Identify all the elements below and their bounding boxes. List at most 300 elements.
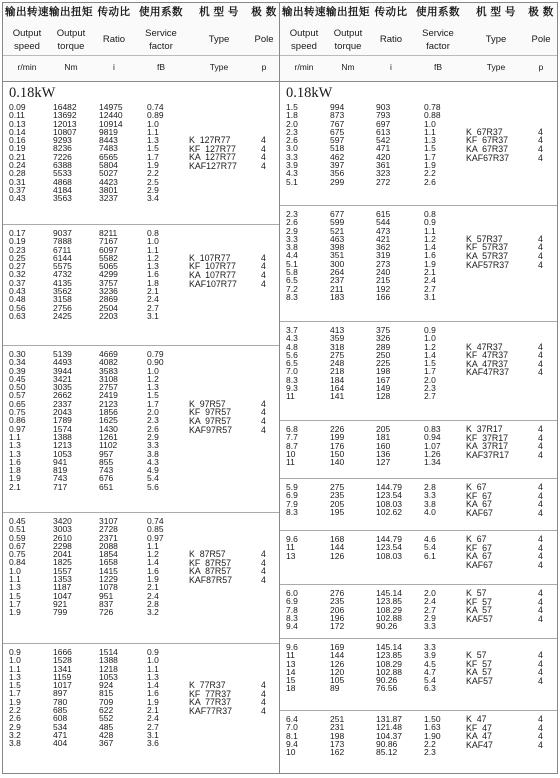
cell-sf: 3.1 (147, 310, 159, 321)
cell-torque: 226 (330, 424, 345, 434)
cell-sf: 2.8 (147, 598, 159, 609)
cell-sf: 3.8 (147, 448, 159, 459)
cell-torque: 685 (53, 705, 68, 716)
cell-torque: 300 (330, 258, 345, 269)
cell-sf: 2.3 (424, 383, 436, 394)
column-ratio (376, 643, 410, 693)
cell-torque: 211 (330, 283, 344, 294)
cell-speed: 1.3 (9, 440, 21, 451)
header-torque-cn: 输出扭矩 (326, 6, 370, 18)
cell-speed: 6.4 (286, 714, 298, 724)
column-sf (147, 103, 171, 203)
cell-speed: 9.4 (286, 621, 298, 632)
cell-speed: 6.0 (286, 588, 298, 598)
pole-count: 4 (261, 398, 266, 409)
pole-count: 4 (538, 534, 543, 544)
cell-sf: 2.1 (147, 286, 159, 297)
cell-sf: 1.0 (147, 236, 159, 247)
cell-ratio: 85.12 (376, 747, 398, 758)
cell-torque: 2041 (53, 549, 72, 560)
column-speed (9, 229, 49, 320)
cell-sf: 2.7 (424, 283, 436, 294)
cell-ratio: 697 (376, 118, 391, 129)
model-type: KA 47 (466, 731, 492, 742)
cell-speed: 3.8 (9, 738, 21, 749)
cell-torque: 2662 (53, 390, 72, 401)
cell-ratio: 8211 (99, 228, 118, 238)
cell-speed: 8.3 (286, 506, 298, 517)
header-ratio-unit: i (390, 62, 392, 72)
cell-speed: 0.56 (9, 302, 26, 313)
cell-ratio: 2504 (99, 302, 118, 313)
cell-torque: 2043 (53, 407, 72, 418)
cell-torque: 89 (330, 683, 340, 694)
cell-speed: 1.8 (286, 110, 298, 121)
cell-sf: 1.0 (424, 118, 436, 129)
cell-sf: 2.0 (424, 374, 436, 385)
cell-sf: 1.90 (424, 730, 441, 741)
pole-count: 4 (261, 415, 266, 426)
cell-speed: 5.8 (286, 267, 298, 278)
cell-ratio: 5027 (99, 168, 118, 179)
model-type: KA 57 (466, 667, 492, 678)
cell-speed: 1.3 (9, 448, 21, 459)
cell-speed: 1.5 (286, 102, 298, 112)
cell-sf: 4.3 (147, 456, 159, 467)
cell-ratio: 319 (376, 250, 391, 261)
cell-speed: 8.1 (286, 730, 298, 741)
cell-speed: 0.09 (9, 102, 26, 112)
cell-ratio: 128 (376, 391, 391, 402)
model-type: K 57R37 (466, 233, 503, 244)
header-torque-en2: torque (57, 41, 85, 52)
cell-speed: 0.75 (9, 407, 26, 418)
pole-list (261, 550, 273, 584)
cell-ratio: 375 (376, 325, 391, 335)
cell-torque: 1187 (53, 582, 72, 593)
cell-sf: 1.5 (424, 358, 436, 369)
pole-count: 4 (261, 688, 266, 699)
cell-ratio: 1229 (99, 574, 118, 585)
cell-torque: 276 (330, 588, 345, 598)
cell-ratio: 2869 (99, 294, 118, 305)
model-type: KAF67 (466, 507, 493, 518)
model-type-list (189, 136, 255, 170)
cell-speed: 0.19 (9, 236, 26, 247)
model-type: KA 67 (466, 551, 492, 562)
cell-speed: 0.51 (9, 524, 26, 535)
column-speed (286, 103, 326, 186)
header-type-unit: Type (486, 62, 506, 72)
header-pole-cn: 极 数 (251, 6, 277, 18)
cell-torque: 150 (330, 448, 345, 459)
column-ratio (99, 517, 133, 617)
cell-sf: 2.4 (147, 590, 159, 601)
column-speed (286, 425, 326, 466)
cell-torque: 172 (330, 621, 345, 632)
cell-ratio: 428 (99, 729, 114, 740)
cell-ratio: 131.87 (376, 714, 402, 724)
model-type: KF 87R57 (189, 557, 232, 568)
model-type: KA 107R77 (189, 270, 236, 281)
column-ratio (376, 326, 410, 401)
cell-speed: 2.9 (286, 225, 298, 236)
cell-sf: 2.3 (147, 415, 159, 426)
cell-speed: 0.67 (9, 540, 26, 551)
cell-torque: 13692 (53, 110, 77, 121)
cell-torque: 897 (53, 688, 68, 699)
cell-torque: 299 (330, 176, 345, 187)
cell-speed: 11 (286, 391, 295, 402)
cell-sf: 2.4 (424, 275, 436, 286)
cell-sf: 0.88 (424, 110, 441, 121)
model-type: KF 47R37 (466, 350, 509, 361)
pole-count: 4 (261, 566, 266, 577)
cell-sf: 1.6 (147, 688, 159, 699)
cell-torque: 7226 (53, 151, 72, 162)
cell-torque: 2298 (53, 540, 72, 551)
model-type: K 67 (466, 534, 487, 544)
cell-torque: 921 (53, 598, 68, 609)
cell-speed: 0.50 (9, 382, 26, 393)
pole-count: 4 (538, 731, 543, 742)
gear-group (280, 326, 557, 421)
pole-count: 4 (538, 432, 543, 443)
column-speed (286, 715, 326, 756)
cell-torque: 198 (330, 730, 345, 741)
cell-ratio: 3583 (99, 365, 118, 376)
pole-list (261, 400, 273, 434)
cell-sf: 1.9 (424, 258, 436, 269)
cell-torque: 235 (330, 490, 345, 501)
cell-ratio: 3801 (99, 184, 118, 195)
cell-torque: 819 (53, 465, 68, 476)
cell-speed: 10 (286, 747, 296, 758)
cell-speed: 0.43 (9, 286, 26, 297)
header-sf-en2: factor (149, 41, 173, 52)
cell-ratio: 123.54 (376, 490, 402, 501)
gear-group (3, 103, 279, 225)
pole-count: 4 (261, 261, 266, 272)
cell-ratio: 924 (99, 680, 114, 691)
model-type-list (189, 400, 255, 434)
cell-speed: 0.31 (9, 176, 26, 187)
gear-group (3, 229, 279, 346)
model-type: KF 37R17 (466, 432, 509, 443)
model-type-list (189, 254, 255, 288)
pole-list (538, 483, 550, 517)
cell-torque: 462 (330, 151, 345, 162)
cell-torque: 275 (330, 349, 345, 360)
gear-group (280, 483, 557, 531)
cell-sf: 5.4 (424, 675, 436, 686)
cell-speed: 6.8 (286, 424, 298, 434)
column-ratio (376, 589, 410, 630)
header-divider (3, 55, 279, 56)
cell-speed: 7.0 (286, 366, 298, 377)
model-type: KAF97R57 (189, 424, 233, 435)
cell-speed: 2.0 (286, 118, 298, 129)
cell-torque: 1557 (53, 565, 72, 576)
cell-sf: 0.9 (424, 325, 436, 335)
column-torque (53, 648, 89, 748)
header-type-en1: Type (208, 34, 230, 45)
cell-sf: 1.0 (147, 655, 159, 666)
pole-list (538, 589, 550, 623)
cell-ratio: 420 (376, 151, 391, 162)
cell-sf: 0.78 (424, 102, 441, 112)
cell-torque: 196 (330, 612, 345, 623)
model-type: KF 67 (466, 542, 492, 553)
pole-count: 4 (261, 424, 266, 435)
cell-sf: 1.7 (147, 151, 159, 162)
cell-speed: 1.8 (9, 465, 21, 476)
cell-ratio: 123.85 (376, 650, 402, 661)
cell-torque: 164 (330, 383, 345, 394)
column-speed (286, 535, 326, 560)
gear-group (3, 648, 279, 773)
header-torque-unit: Nm (64, 62, 78, 72)
column-sf (147, 350, 171, 491)
cell-sf: 1.0 (424, 333, 436, 344)
cell-speed: 0.34 (9, 357, 26, 368)
cell-torque: 2610 (53, 532, 72, 543)
cell-sf: 1.2 (424, 341, 436, 352)
cell-ratio: 1261 (99, 431, 118, 442)
model-type: KAF127R77 (189, 160, 237, 171)
gear-group (280, 643, 557, 711)
cell-speed: 5.6 (286, 349, 298, 360)
cell-torque: 168 (330, 534, 345, 544)
cell-sf: 1.6 (147, 269, 159, 280)
pole-list (261, 254, 273, 288)
cell-ratio: 2419 (99, 390, 118, 401)
column-sf (424, 643, 448, 693)
cell-sf: 1.1 (147, 663, 159, 674)
column-speed (286, 589, 326, 630)
pole-count: 4 (538, 613, 543, 624)
cell-speed: 3.0 (286, 143, 298, 154)
header-speed-unit: r/min (17, 62, 37, 72)
model-type-list (466, 128, 532, 162)
cell-torque: 1341 (53, 663, 72, 674)
model-type-list (466, 483, 532, 517)
header-type-en (189, 33, 249, 46)
cell-speed: 3.2 (9, 729, 21, 740)
cell-sf: 2.8 (424, 482, 436, 492)
model-type: KF 57R37 (466, 242, 509, 253)
header-sf-en2: factor (426, 41, 450, 52)
gear-group (280, 535, 557, 585)
pole-count: 4 (538, 482, 543, 492)
pole-list (538, 425, 550, 459)
cell-sf: 6.1 (424, 550, 436, 561)
cell-torque: 12013 (53, 118, 77, 129)
cell-ratio: 622 (99, 705, 114, 716)
column-sf (424, 326, 448, 401)
pole-count: 4 (538, 542, 543, 553)
pole-count: 4 (538, 152, 543, 163)
cell-sf: 4.0 (424, 506, 436, 517)
column-torque (330, 589, 366, 630)
column-sf (424, 483, 448, 516)
cell-sf: 3.6 (147, 738, 159, 749)
cell-speed: 0.48 (9, 294, 26, 305)
pole-count: 4 (261, 697, 266, 708)
cell-sf: 3.3 (424, 642, 436, 652)
cell-torque: 1388 (53, 431, 72, 442)
cell-sf: 1.3 (147, 261, 159, 272)
cell-sf: 0.8 (424, 209, 436, 219)
pole-count: 4 (538, 424, 543, 434)
cell-ratio: 1430 (99, 423, 118, 434)
cell-speed: 6.5 (286, 358, 298, 369)
column-sf (424, 535, 448, 560)
cell-ratio: 127 (376, 457, 391, 468)
cell-sf: 2.1 (147, 705, 159, 716)
pole-count: 4 (538, 714, 543, 724)
cell-sf: 1.3 (147, 382, 159, 393)
cell-ratio: 6565 (99, 151, 118, 162)
cell-sf: 3.2 (147, 607, 159, 618)
cell-sf: 0.85 (147, 524, 164, 535)
cell-speed: 11 (286, 542, 295, 553)
cell-sf: 2.7 (424, 391, 436, 402)
cell-ratio: 3107 (99, 516, 118, 526)
cell-speed: 1.7 (9, 688, 21, 699)
column-sf (424, 715, 448, 756)
cell-sf: 2.2 (424, 738, 436, 749)
cell-speed: 2.6 (9, 713, 21, 724)
pole-count: 4 (261, 705, 266, 716)
cell-torque: 1053 (53, 448, 72, 459)
cell-sf: 1.4 (147, 680, 159, 691)
cell-speed: 1.3 (9, 671, 21, 682)
cell-speed: 2.1 (9, 481, 21, 492)
cell-ratio: 145.14 (376, 642, 402, 652)
cell-sf: 4.9 (147, 465, 159, 476)
header-pole-en1: Pole (254, 34, 274, 45)
cell-ratio: 10914 (99, 118, 123, 129)
cell-torque: 10807 (53, 126, 77, 137)
cell-sf: 2.9 (147, 431, 159, 442)
column-torque (330, 643, 366, 693)
model-type: KF 107R77 (189, 261, 236, 272)
cell-sf: 0.97 (147, 532, 164, 543)
cell-speed: 5.1 (286, 176, 298, 187)
cell-torque: 675 (330, 126, 345, 137)
cell-sf: 3.1 (147, 729, 159, 740)
header-pole-cn: 极 数 (528, 6, 554, 18)
cell-ratio: 181 (376, 432, 391, 443)
cell-ratio: 250 (376, 349, 391, 360)
cell-torque: 5533 (53, 168, 72, 179)
column-ratio (376, 210, 410, 301)
cell-sf: 2.1 (424, 267, 436, 278)
pole-count: 4 (538, 739, 543, 750)
cell-ratio: 76.56 (376, 683, 398, 694)
pole-count: 4 (538, 233, 543, 244)
cell-torque: 9293 (53, 135, 72, 146)
gear-group (280, 425, 557, 479)
cell-ratio: 837 (99, 598, 114, 609)
cell-torque: 6144 (53, 252, 72, 263)
cell-sf: 1.1 (147, 244, 159, 255)
cell-torque: 3003 (53, 524, 72, 535)
cell-ratio: 362 (376, 242, 391, 253)
column-torque (330, 715, 366, 756)
cell-speed: 1.5 (9, 680, 21, 691)
cell-speed: 10 (286, 448, 296, 459)
cell-torque: 6711 (53, 244, 72, 255)
model-type: KA 37R17 (466, 441, 509, 452)
pole-count: 4 (538, 358, 543, 369)
header-torque-cn: 输出扭矩 (49, 6, 93, 18)
cell-torque: 398 (330, 242, 345, 253)
cell-torque: 144 (330, 650, 345, 661)
pole-count: 4 (261, 557, 266, 568)
cell-ratio: 3108 (99, 373, 118, 384)
cell-torque: 767 (330, 118, 345, 129)
pole-count: 4 (538, 341, 543, 352)
cell-ratio: 272 (376, 176, 391, 187)
cell-speed: 0.97 (9, 423, 26, 434)
pole-count: 4 (538, 658, 543, 669)
cell-ratio: 4299 (99, 269, 118, 280)
cell-torque: 126 (330, 658, 345, 669)
model-type: K 57 (466, 650, 487, 661)
cell-ratio: 1053 (99, 671, 118, 682)
cell-speed: 0.27 (9, 261, 26, 272)
cell-speed: 2.6 (286, 217, 298, 228)
cell-torque: 599 (330, 217, 345, 228)
cell-sf: 1.7 (147, 398, 159, 409)
cell-ratio: 2728 (99, 524, 118, 535)
header-torque-en (49, 27, 93, 53)
header-ratio-en1: Ratio (379, 34, 403, 45)
cell-torque: 251 (330, 714, 345, 724)
cell-torque: 3944 (53, 365, 72, 376)
header-type-en1: Type (485, 34, 507, 45)
cell-ratio: 4082 (99, 357, 118, 368)
cell-sf: 4.6 (424, 534, 436, 544)
cell-torque: 105 (330, 675, 345, 686)
cell-sf: 1.34 (424, 457, 441, 468)
pole-list (538, 235, 550, 269)
gear-group (3, 517, 279, 644)
pole-count: 4 (538, 650, 543, 661)
cell-torque: 4868 (53, 176, 72, 187)
cell-sf: 0.9 (424, 217, 436, 228)
model-type: K 107R77 (189, 252, 231, 263)
cell-ratio: 108.29 (376, 604, 402, 615)
cell-speed: 4.8 (286, 341, 298, 352)
cell-speed: 9.6 (286, 534, 298, 544)
cell-sf: 3.3 (424, 621, 436, 632)
cell-speed: 6.5 (286, 275, 298, 286)
cell-speed: 0.45 (9, 373, 26, 384)
header-speed-en1: Output (289, 28, 319, 39)
cell-ratio: 108.03 (376, 550, 402, 561)
cell-ratio: 1218 (99, 663, 118, 674)
cell-ratio: 198 (376, 366, 391, 377)
model-type: KA 67R37 (466, 144, 509, 155)
cell-ratio: 421 (376, 233, 391, 244)
cell-ratio: 651 (99, 481, 114, 492)
model-type: K 47R37 (466, 341, 503, 352)
model-type: K 127R77 (189, 135, 231, 146)
cell-torque: 1574 (53, 423, 72, 434)
